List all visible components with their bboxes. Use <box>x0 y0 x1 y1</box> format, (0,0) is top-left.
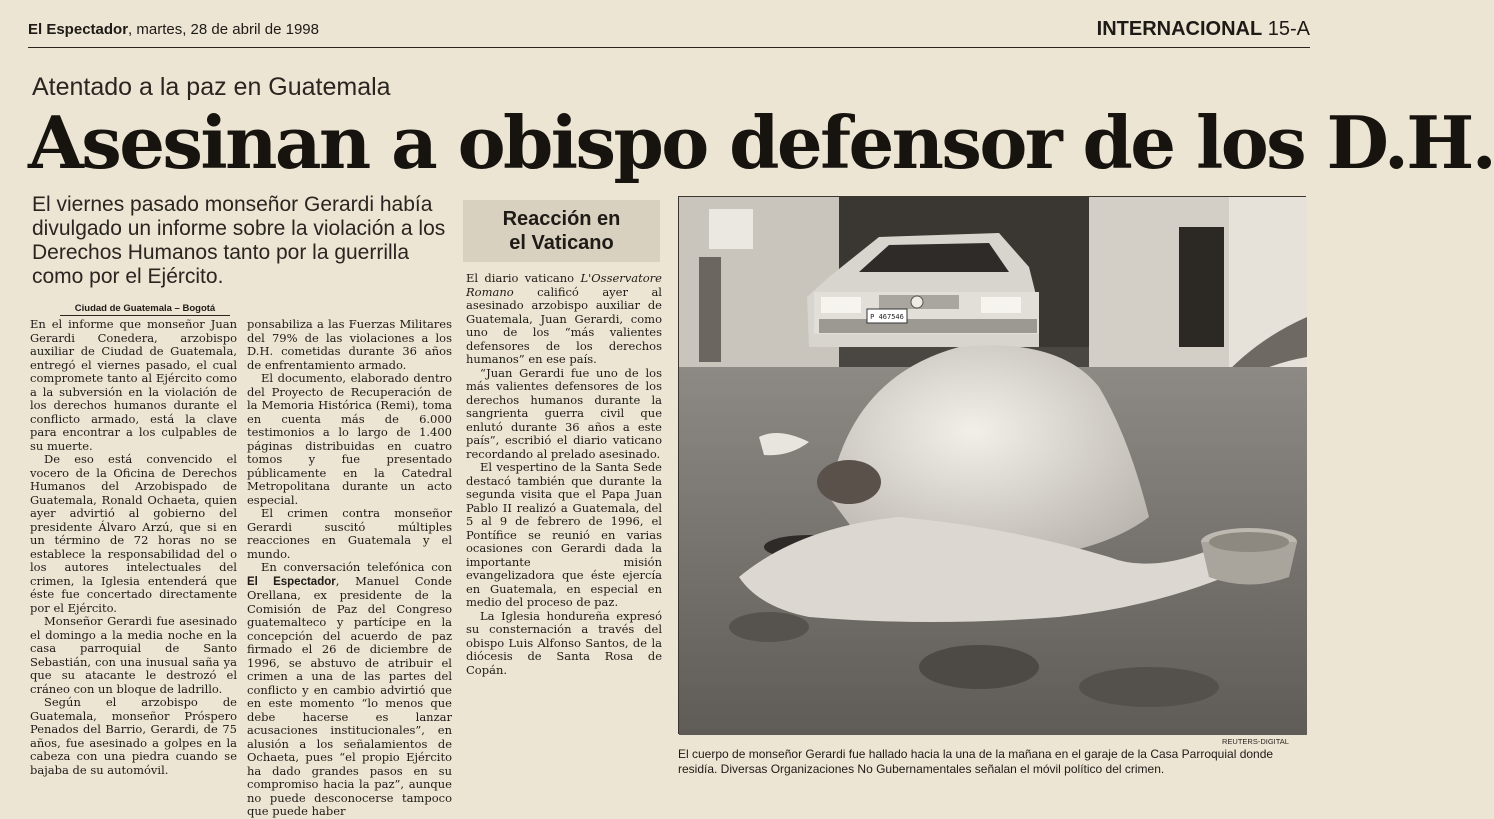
masthead <box>28 18 1310 48</box>
issue-date: , martes, 28 de abril de 1998 <box>128 21 319 38</box>
paragraph: El vespertino de la Santa Sede destacó también que durante la segunda visita que el Papa Juan Pablo II realizó a Guatemala, del 5 al 9 de febrero de 1996, el Pontífice se reunió en varias ocasiones con Gerardi dada la importante misión evangelizadora que éste ejercía en Guatemala, en especial en medio del proceso de paz. <box>466 460 662 609</box>
paper-name-inline: El Espectador <box>247 575 336 588</box>
headline: Asesinan a obispo defensor de los D.H. <box>28 100 1494 185</box>
kicker: Atentado a la paz en Guatemala <box>32 73 391 101</box>
text-run: calificó ayer al asesinado arzobispo auxiliar de Guatemala, Juan Gerardi, como uno de los “más valientes defensores de los derechos humanos” en ese país. <box>466 284 662 366</box>
sidebar-title-line: Reacción en <box>502 208 621 230</box>
paragraph: De eso está convencido el vocero de la Oficina de Derechos Humanos del Arzobispado de Guatemala, Ronald Ochaeta, quien ayer advirtió al gobierno del presidente Álvaro Arzú, que si en un término de 72 horas no se establece la responsabilidad del o los autores intelectuales del crimen, la Iglesia entenderá que éste fue concertado directamente por el Ejército. <box>30 452 237 615</box>
paper-name: El Espectador <box>28 21 129 38</box>
page-number: 15-A <box>1267 18 1310 40</box>
dateline: Ciudad de Guatemala – Bogotá <box>60 303 230 316</box>
photo-illustration <box>679 197 1307 735</box>
article-column-2 <box>247 317 452 818</box>
publication-name: L'Osservatore Romano <box>466 271 662 299</box>
article-column-1 <box>30 318 237 805</box>
deck: El viernes pasado monseñor Gerardi había divulgado un informe sobre la violación a los Derechos Humanos tanto por la guerrilla como por el Ejército. <box>32 193 446 288</box>
section-name: INTERNACIONAL <box>1096 18 1263 40</box>
paragraph: En el informe que monseñor Juan Gerardi Conedera, arzobispo auxiliar de Ciudad de Guatemala, entregó el viernes pasado, el cual compromete tanto al Ejército como a la subversión en la violación de los derechos humanos durante el conflicto armado, está la clave para encontrar a los culpables de su muerte. <box>30 317 237 453</box>
paragraph: ponsabiliza a las Fuerzas Militares del 79% de las violaciones a los D.H. cometidas durante 36 años de enfrentamiento armado. <box>247 317 452 372</box>
text-run: , Manuel Conde Orellana, ex presidente de la Comisión de Paz del Congreso guatemalteco y partícipe en la concepción del acuerdo de paz firmado el 26 de diciembre de 1996, se abstuvo de atribuir el crimen a una de las partes del conflicto y en cambio advirtió que en este momento “lo menos que debe hacerse es lanzar acusaciones institucionales”, en alusión a los señalamientos de Ochaeta, pues “el propio Ejército ha dado grandes pasos en su compromiso hacia la paz”, aunque no puede desconocerse tampoco que puede haber <box>247 573 452 818</box>
paragraph: El crimen contra monseñor Gerardi suscitó múltiples reacciones en Guatemala y el mundo. <box>247 506 452 561</box>
sidebar-column <box>466 272 662 772</box>
text-run: En conversación telefónica con <box>261 560 452 574</box>
news-photo <box>678 196 1306 734</box>
sidebar-title-line: el Vaticano <box>509 232 614 254</box>
paragraph <box>247 561 452 819</box>
paragraph: “Juan Gerardi fue uno de los más valientes defensores de los derechos humanos durante la sangrienta guerra civil que enlutó durante 36 años a este país”, escribió el diario vaticano recordando al prelado asesinado. <box>466 365 662 461</box>
paragraph: Monseñor Gerardi fue asesinado el domingo a la media noche en la casa parroquial de Santo Sebastián, con una inusual saña ya que su atacante le destrozó el cráneo con un bloque de ladrillo. <box>30 614 237 696</box>
paragraph: El documento, elaborado dentro del Proyecto de Recuperación de la Memoria Histórica (Remi), toma en cuenta más de 6.000 testimonios a lo largo de 1.400 páginas distribuidas en cuatro tomos y fue presentado públicamente en la Catedral Metropolitana durante un acto especial. <box>247 371 452 507</box>
sidebar-title <box>463 200 660 262</box>
paragraph: La Iglesia hondureña expresó su consternación a través del obispo Luis Alfonso Santos, de la diócesis de Santa Rosa de Copán. <box>466 608 662 677</box>
masthead-right <box>1097 18 1310 41</box>
photo-credit: REUTERS-DIGITAL <box>1222 737 1289 746</box>
photo-caption: El cuerpo de monseñor Gerardi fue hallado hacia la una de la mañana en el garaje de la Casa Parroquial donde residía. Diversas Organizaciones No Gubernamentales señalan el móvil político del crimen. <box>678 747 1274 776</box>
paragraph: Según el arzobispo de Guatemala, monseñor Próspero Penados del Barrio, Gerardi, de 75 años, fue asesinado a golpes en la cabeza con una piedra cuando se bajaba de su automóvil. <box>30 695 237 777</box>
paragraph <box>466 272 662 367</box>
license-plate: P 467546 <box>870 313 904 321</box>
text-run: El diario vaticano <box>466 271 581 285</box>
masthead-left <box>28 21 319 38</box>
